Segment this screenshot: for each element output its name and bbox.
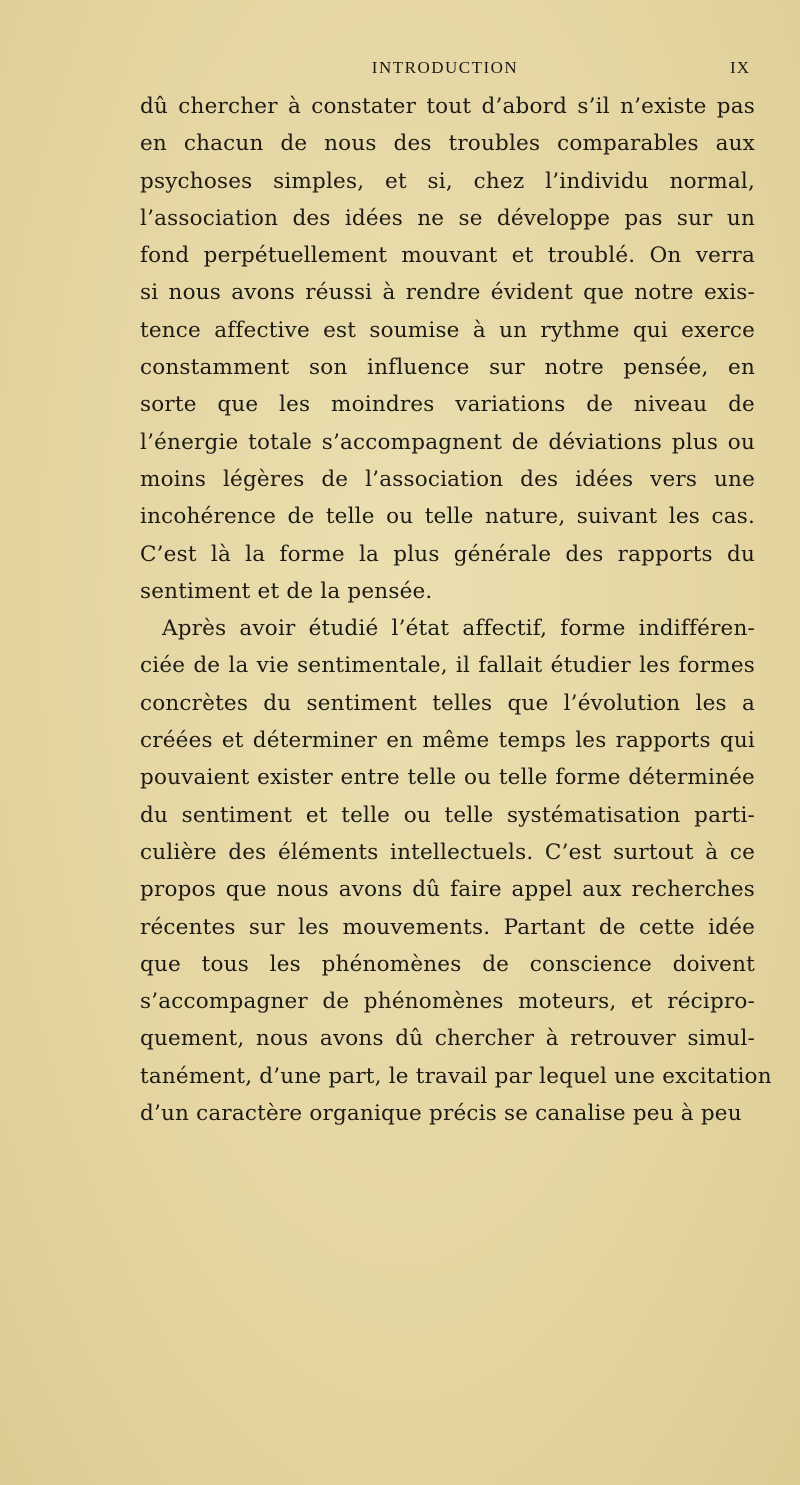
text-line: créées et déterminer en même temps les rapports qui xyxy=(140,728,755,754)
text-line: moins légères de l’association des idées vers une xyxy=(140,466,755,492)
text-line: Après avoir étudié l’état affectif, forme indifféren- xyxy=(162,616,755,642)
text-line: ciée de la vie sentimentale, il fallait étudier les formes xyxy=(140,653,755,679)
text-line: quement, nous avons dû chercher à retrouver simul- xyxy=(140,1026,755,1052)
text-line: tence affective est soumise à un rythme qui exerce xyxy=(140,317,755,343)
text-line: du sentiment et telle ou telle systématisation parti- xyxy=(140,802,755,828)
text-line: tanément, d’une part, le travail par lequel une excitation xyxy=(140,1063,772,1089)
text-line: pouvaient exister entre telle ou telle forme déterminée xyxy=(140,765,755,791)
running-title: INTRODUCTION xyxy=(371,58,519,77)
text-line: l’énergie totale s’accompagnent de déviations plus ou xyxy=(140,429,755,455)
text-line: récentes sur les mouvements. Partant de cette idée xyxy=(140,914,755,940)
text-line: culière des éléments intellectuels. C’est surtout à ce xyxy=(140,839,755,865)
text-line: si nous avons réussi à rendre évident que notre exis- xyxy=(140,280,755,306)
text-line: propos que nous avons dû faire appel aux recherches xyxy=(140,877,755,903)
page-number: IX xyxy=(730,58,750,77)
running-head xyxy=(140,58,750,84)
text-line: concrètes du sentiment telles que l’évolution les a xyxy=(140,690,755,716)
text-line: sorte que les moindres variations de niveau de xyxy=(140,392,755,418)
text-line: incohérence de telle ou telle nature, suivant les cas. xyxy=(140,504,755,530)
text-line: s’accompagner de phénomènes moteurs, et récipro- xyxy=(140,989,755,1015)
text-line: constamment son influence sur notre pensée, en xyxy=(140,355,755,381)
text-line: l’association des idées ne se développe pas sur un xyxy=(140,205,755,231)
text-line: psychoses simples, et si, chez l’individu normal, xyxy=(140,168,755,194)
text-line: dû chercher à constater tout d’abord s’il n’existe pas xyxy=(140,94,755,119)
text-line: en chacun de nous des troubles comparables aux xyxy=(140,131,755,157)
body-text xyxy=(140,88,772,1132)
text-line: sentiment et de la pensée. xyxy=(140,578,433,604)
text-line: C’est là la forme la plus générale des rapports du xyxy=(140,541,755,567)
text-line: que tous les phénomènes de conscience doivent xyxy=(140,951,755,977)
text-line: fond perpétuellement mouvant et troublé. On verra xyxy=(140,243,755,269)
text-line: d’un caractère organique précis se canalise peu à peu xyxy=(140,1101,742,1127)
